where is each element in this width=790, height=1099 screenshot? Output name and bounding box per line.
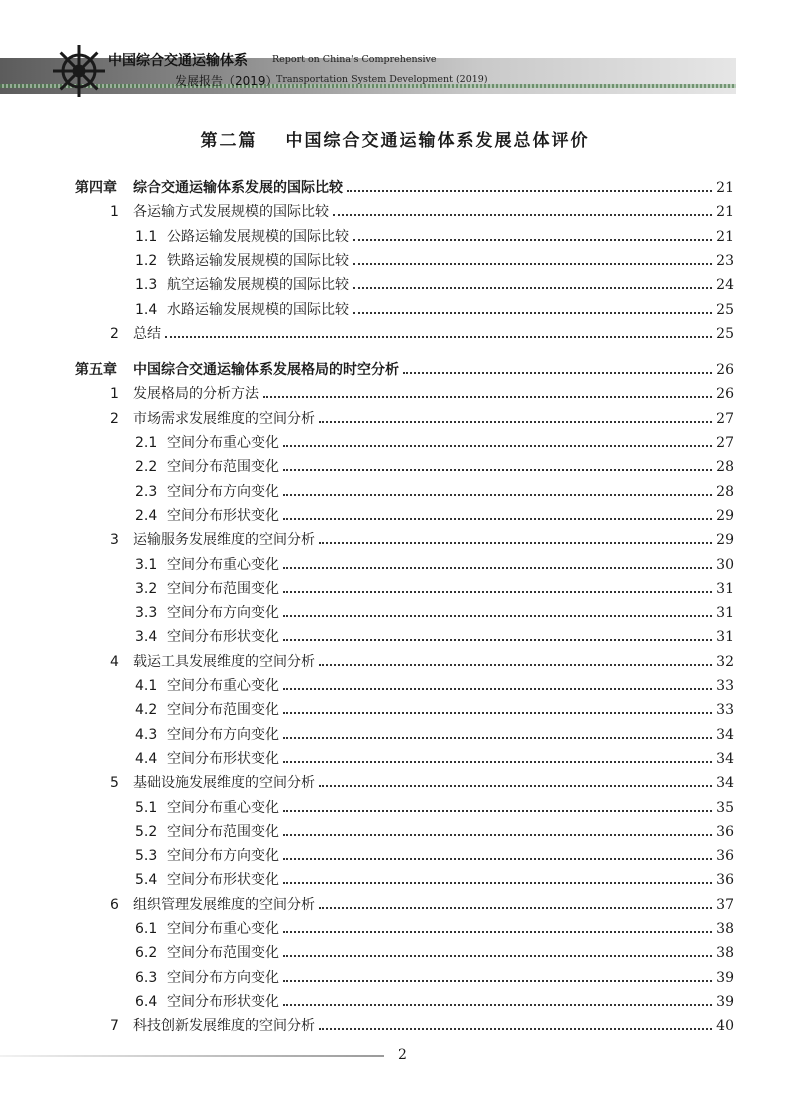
toc-entry-number: 6.3 — [135, 969, 158, 986]
toc-entry-page: 34 — [716, 775, 734, 792]
toc-entry-title: 运输服务发展维度的空间分析 — [133, 532, 315, 549]
toc-entry[interactable] — [135, 227, 734, 247]
toc-entry-number: 7 — [110, 1018, 119, 1035]
toc-entry-number: 6 — [110, 896, 119, 913]
toc-entry[interactable] — [135, 482, 734, 502]
toc-entry-title: 空间分布范围变化 — [167, 945, 279, 962]
toc-entry-title: 空间分布范围变化 — [167, 702, 279, 719]
toc-entry-page: 26 — [716, 386, 734, 403]
toc-entry-title: 空间分布重心变化 — [167, 556, 279, 573]
running-header — [0, 40, 790, 96]
toc-dot-leader — [283, 639, 712, 641]
toc-entry-number: 2 — [110, 410, 119, 427]
toc-entry-page: 38 — [716, 921, 734, 937]
toc-dot-leader — [283, 980, 712, 982]
toc-dot-leader — [165, 336, 712, 338]
toc-dot-leader — [283, 518, 712, 520]
toc-entry-title: 空间分布方向变化 — [167, 848, 279, 865]
toc-entry-title: 载运工具发展维度的空间分析 — [133, 653, 315, 670]
header-title-en: Report on China's Comprehensive — [272, 54, 437, 65]
toc-dot-leader — [283, 567, 712, 569]
toc-entry-number: 5.1 — [135, 799, 158, 816]
toc-entry-page: 29 — [716, 507, 734, 524]
toc-dot-leader — [347, 190, 712, 192]
toc-entry-page: 34 — [716, 750, 734, 767]
toc-entry-page: 21 — [716, 228, 734, 245]
toc-entry[interactable] — [135, 700, 734, 720]
toc-entry-page: 23 — [716, 252, 734, 269]
toc-entry-page: 30 — [716, 556, 734, 573]
toc-entry-title: 空间分布方向变化 — [167, 969, 279, 986]
toc-entry-page: 34 — [716, 726, 734, 743]
toc-entry[interactable] — [135, 506, 734, 526]
toc-dot-leader — [319, 1028, 712, 1030]
toc-entry[interactable] — [135, 555, 734, 575]
toc-entry-title: 空间分布形状变化 — [167, 750, 279, 767]
header-subtitle-en: Transportation System Development (2019) — [276, 74, 488, 85]
toc-entry-title: 总结 — [133, 325, 161, 342]
toc-entry[interactable] — [135, 943, 734, 963]
toc-entry-page: 33 — [716, 702, 734, 719]
toc-entry-page: 36 — [716, 872, 734, 889]
toc-entry-title: 空间分布重心变化 — [167, 678, 279, 694]
toc-entry[interactable] — [110, 895, 734, 915]
toc-entry-page: 28 — [716, 483, 734, 500]
toc-entry-page: 36 — [716, 848, 734, 865]
toc-entry-title: 铁路运输发展规模的国际比较 — [167, 252, 349, 269]
header-subtitle-cn: 发展报告（2019） — [175, 74, 278, 88]
toc-entry-title: 空间分布范围变化 — [167, 459, 279, 476]
toc-entry-title: 水路运输发展规模的国际比较 — [167, 301, 349, 318]
toc-dot-leader — [283, 469, 712, 471]
toc-entry[interactable] — [135, 275, 734, 295]
toc-entry-title: 空间分布范围变化 — [167, 580, 279, 597]
toc-entry-number: 3.2 — [135, 580, 158, 597]
toc-entry-number: 2 — [110, 325, 119, 342]
toc-entry-page: 32 — [716, 653, 734, 670]
toc-entry-page: 26 — [716, 362, 734, 379]
toc-entry-title: 空间分布形状变化 — [167, 507, 279, 524]
toc-entry-title: 市场需求发展维度的空间分析 — [133, 410, 315, 427]
toc-entry[interactable] — [75, 178, 734, 198]
toc-entry[interactable] — [135, 433, 734, 453]
toc-entry-number: 4 — [110, 653, 119, 670]
toc-entry[interactable] — [110, 530, 734, 550]
toc-entry-page: 25 — [716, 325, 734, 342]
toc-entry-title: 空间分布方向变化 — [167, 726, 279, 743]
toc-entry-number: 1.2 — [135, 252, 158, 269]
toc-entry-title: 空间分布方向变化 — [167, 605, 279, 622]
part-title — [0, 126, 790, 151]
toc-entry-title: 空间分布重心变化 — [167, 799, 279, 816]
toc-dot-leader — [319, 785, 712, 787]
toc-entry-number: 3.3 — [135, 605, 158, 622]
toc-dot-leader — [283, 955, 712, 957]
toc-dot-leader — [353, 312, 712, 314]
toc-dot-leader — [283, 882, 712, 884]
toc-dot-leader — [283, 615, 712, 617]
toc-entry[interactable] — [135, 968, 734, 988]
toc-entry[interactable] — [110, 202, 734, 222]
toc-entry[interactable] — [135, 992, 734, 1012]
toc-entry-page: 21 — [716, 180, 734, 196]
toc-entry-page: 31 — [716, 605, 734, 622]
toc-entry-title: 空间分布形状变化 — [167, 993, 279, 1010]
toc-entry[interactable] — [135, 919, 734, 939]
toc-entry-number: 6.4 — [135, 993, 158, 1010]
toc-entry-title: 航空运输发展规模的国际比较 — [167, 277, 349, 294]
toc-entry-page: 31 — [716, 629, 734, 646]
footer-rule — [0, 1055, 384, 1057]
toc-dot-leader — [283, 858, 712, 860]
toc-dot-leader — [353, 287, 712, 289]
toc-entry-page: 21 — [716, 204, 734, 221]
toc-entry[interactable] — [110, 652, 734, 672]
toc-entry-title: 基础设施发展维度的空间分析 — [133, 775, 315, 792]
toc-entry-number: 5.3 — [135, 848, 158, 865]
toc-entry[interactable] — [110, 409, 734, 429]
toc-dot-leader — [283, 688, 712, 690]
toc-entry-page: 24 — [716, 277, 734, 294]
toc-entry[interactable] — [135, 846, 734, 866]
toc-dot-leader — [283, 761, 712, 763]
toc-entry-page: 27 — [716, 410, 734, 427]
ship-wheel-icon — [50, 42, 108, 100]
toc-dot-leader — [283, 712, 712, 714]
toc-entry-title: 公路运输发展规模的国际比较 — [167, 228, 349, 245]
toc-entry[interactable] — [135, 251, 734, 271]
toc-entry-number: 2.4 — [135, 507, 158, 524]
toc-entry[interactable] — [135, 676, 734, 696]
toc-dot-leader — [319, 421, 712, 423]
toc-entry-page: 25 — [716, 301, 734, 318]
toc-entry-number: 第五章 — [75, 362, 117, 379]
toc-entry[interactable] — [110, 384, 734, 404]
toc-entry[interactable] — [135, 870, 734, 890]
toc-entry-title: 科技创新发展维度的空间分析 — [133, 1018, 315, 1035]
toc-entry-number: 4.1 — [135, 678, 158, 694]
toc-entry-page: 39 — [716, 969, 734, 986]
toc-dot-leader — [263, 396, 712, 398]
toc-entry[interactable] — [110, 1016, 734, 1036]
toc-entry-page: 31 — [716, 580, 734, 597]
toc-entry-page: 37 — [716, 896, 734, 913]
toc-entry-number: 6.1 — [135, 921, 158, 937]
toc-entry-page: 29 — [716, 532, 734, 549]
toc-entry[interactable] — [135, 457, 734, 477]
toc-dot-leader — [333, 214, 712, 216]
toc-entry-title: 空间分布方向变化 — [167, 483, 279, 500]
toc-dot-leader — [319, 664, 712, 666]
toc-entry-number: 5.4 — [135, 872, 158, 889]
toc-entry-number: 3.4 — [135, 629, 158, 646]
toc-entry-page: 35 — [716, 799, 734, 816]
toc-entry-page: 33 — [716, 678, 734, 694]
toc-entry-page: 39 — [716, 993, 734, 1010]
toc-entry-number: 1.3 — [135, 277, 158, 294]
toc-entry-number: 2.2 — [135, 459, 158, 476]
toc-entry-title: 组织管理发展维度的空间分析 — [133, 896, 315, 913]
toc-entry-title: 空间分布形状变化 — [167, 872, 279, 889]
toc-entry-title: 空间分布重心变化 — [167, 921, 279, 937]
toc-entry-number: 3 — [110, 532, 119, 549]
toc-dot-leader — [283, 834, 712, 836]
toc-dot-leader — [319, 542, 712, 544]
toc-entry-title: 空间分布重心变化 — [167, 435, 279, 451]
toc-entry-number: 第四章 — [75, 180, 117, 196]
toc-entry-number: 4.2 — [135, 702, 158, 719]
toc-entry-title: 中国综合交通运输体系发展格局的时空分析 — [133, 362, 399, 379]
toc-entry-number: 4.3 — [135, 726, 158, 743]
toc-entry-number: 3.1 — [135, 556, 158, 573]
toc-dot-leader — [283, 1004, 712, 1006]
toc-dot-leader — [353, 239, 712, 241]
part-heading: 中国综合交通运输体系发展总体评价 — [285, 131, 590, 151]
toc-entry-number: 5.2 — [135, 823, 158, 840]
toc-entry-number: 1 — [110, 204, 119, 221]
toc-entry[interactable] — [135, 822, 734, 842]
toc-dot-leader — [353, 263, 712, 265]
toc-entry-title: 空间分布范围变化 — [167, 823, 279, 840]
toc-entry[interactable] — [135, 725, 734, 745]
toc-entry-number: 2.1 — [135, 435, 158, 451]
toc-entry-number: 1.1 — [135, 228, 158, 245]
toc-entry-number: 4.4 — [135, 750, 158, 767]
toc-dot-leader — [319, 907, 712, 909]
toc-entry-number: 2.3 — [135, 483, 158, 500]
toc-entry-title: 综合交通运输体系发展的国际比较 — [133, 180, 343, 196]
toc-entry-number: 6.2 — [135, 945, 158, 962]
toc-entry[interactable] — [135, 627, 734, 647]
toc-dot-leader — [403, 372, 712, 374]
toc-entry[interactable] — [75, 360, 734, 380]
toc-entry-page: 36 — [716, 823, 734, 840]
toc-entry[interactable] — [135, 300, 734, 320]
toc-dot-leader — [283, 931, 712, 933]
toc-entry[interactable] — [110, 773, 734, 793]
header-title-cn: 中国综合交通运输体系 — [108, 53, 248, 69]
toc-entry-page: 28 — [716, 459, 734, 476]
toc-entry[interactable] — [135, 749, 734, 769]
toc-dot-leader — [283, 445, 712, 447]
toc-entry-number: 1.4 — [135, 301, 158, 318]
toc-dot-leader — [283, 591, 712, 593]
toc-entry-page: 38 — [716, 945, 734, 962]
toc-entry-page: 40 — [716, 1018, 734, 1035]
toc-dot-leader — [283, 737, 712, 739]
toc-entry-title: 发展格局的分析方法 — [133, 386, 259, 403]
toc-entry[interactable] — [135, 798, 734, 818]
toc-entry[interactable] — [110, 324, 734, 344]
page-number: 2 — [398, 1047, 407, 1063]
toc-dot-leader — [283, 494, 712, 496]
toc-dot-leader — [283, 810, 712, 812]
toc-entry-number: 1 — [110, 386, 119, 403]
toc-entry-title: 空间分布形状变化 — [167, 629, 279, 646]
part-number: 第二篇 — [200, 131, 258, 151]
toc-entry-number: 5 — [110, 775, 119, 792]
toc-entry[interactable] — [135, 579, 734, 599]
toc-entry-title: 各运输方式发展规模的国际比较 — [133, 204, 329, 221]
toc-entry-page: 27 — [716, 435, 734, 451]
toc-entry[interactable] — [135, 603, 734, 623]
